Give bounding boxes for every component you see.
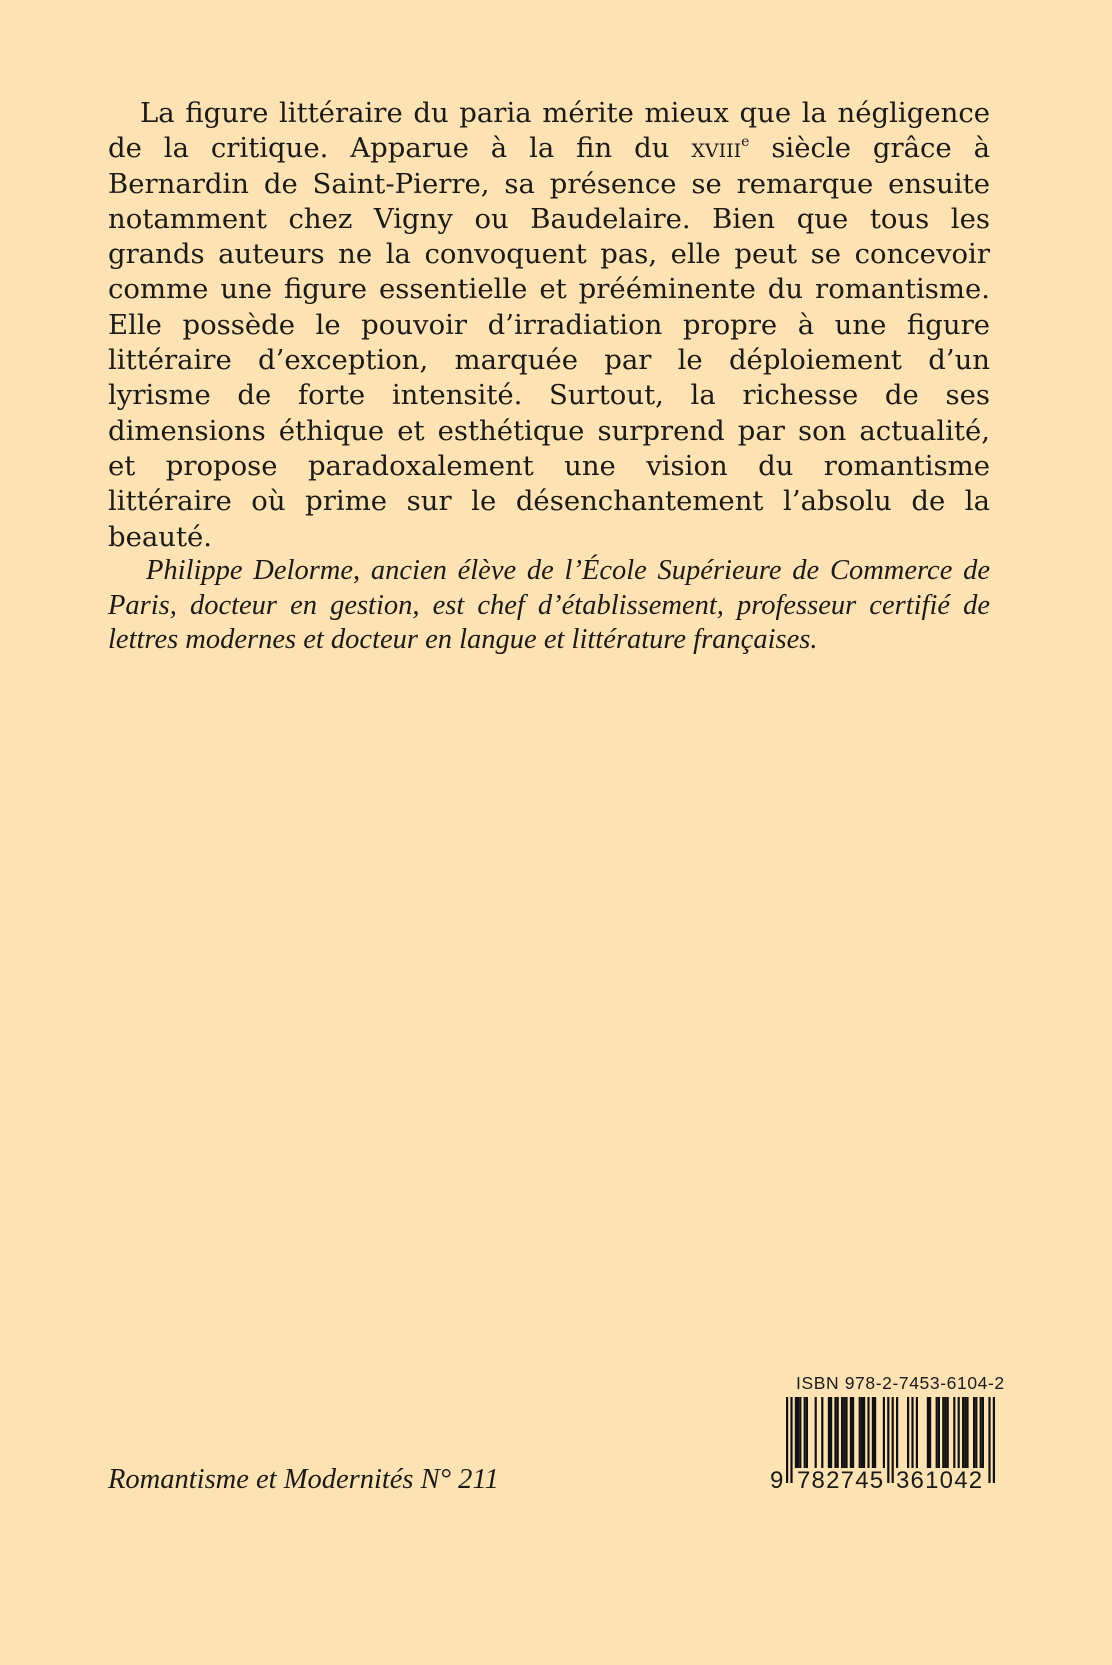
- barcode-bar: [947, 1397, 949, 1469]
- barcode-bar: [837, 1397, 839, 1469]
- barcode-bar: [786, 1397, 788, 1483]
- barcode-bar: [859, 1397, 861, 1469]
- barcode-bar: [964, 1397, 966, 1469]
- barcode-bar: [887, 1397, 889, 1483]
- barcode-bar: [867, 1397, 869, 1469]
- barcode-bar: [843, 1397, 845, 1469]
- barcode-bar: [874, 1397, 876, 1469]
- barcode-digit-lead: 9: [770, 1467, 784, 1494]
- barcode-bar: [850, 1397, 852, 1469]
- barcode-bar: [953, 1397, 955, 1469]
- barcode-bar: [993, 1397, 995, 1483]
- blurb-text-start: La figure littéraire du paria mérite mieux que la négligence de la critique. Apparue à la fin du: [108, 97, 990, 165]
- series-title: Romantisme et Modernités N° 211: [108, 1464, 499, 1495]
- barcode-bar: [883, 1397, 885, 1469]
- back-cover-blurb: [108, 96, 990, 555]
- barcode-bar: [958, 1397, 960, 1469]
- barcode-bar: [907, 1397, 909, 1469]
- barcode-bar: [834, 1397, 836, 1469]
- barcode-bar: [861, 1397, 863, 1469]
- barcode-bar: [799, 1397, 801, 1469]
- century-numeral: xviii: [691, 132, 742, 165]
- barcode-bar: [806, 1397, 808, 1469]
- barcode-bar: [944, 1397, 946, 1469]
- barcode-bar: [973, 1397, 975, 1469]
- barcode-bar: [845, 1397, 847, 1469]
- barcode-bar: [975, 1397, 977, 1469]
- barcode-bar: [980, 1397, 982, 1469]
- barcode-bar: [929, 1397, 931, 1469]
- barcode-bar: [988, 1397, 990, 1483]
- author-bio: Philippe Delorme, ancien élève de l’École Supérieure de Commerce de Paris, docteur en gestion, est chef d’établissement, professeur certifié de lettres modernes et docteur en langue et littérature françaises.: [108, 555, 990, 655]
- isbn-barcode-block: [770, 1373, 1010, 1497]
- blurb-text-end: siècle grâce à Bernardin de Saint-Pierre, sa présence se remarque ensuite notamment chez Vigny ou Baudelaire. Bien que tous les grands auteurs ne la convoquent pas, elle peut se concevoir comme une figure essentielle et prééminente du romantisme. Elle possède le pouvoir d’irradiation propre à une figure littéraire d’exception, marquée par le déploiement d’un lyrisme de forte intensité. Surtout, la richesse de ses dimensions éthique et esthétique surprend par son actualité, et propose paradoxalement une vision du romantisme littéraire où prime sur le désenchantement l’absolu de la beauté.: [108, 132, 990, 553]
- barcode-bar: [911, 1397, 913, 1469]
- barcode-bar: [804, 1397, 806, 1469]
- barcode-bar: [966, 1397, 968, 1469]
- barcode-bar: [797, 1397, 799, 1469]
- barcode-bar: [841, 1397, 843, 1469]
- barcode-bar: [942, 1397, 944, 1469]
- barcode-bar: [830, 1397, 832, 1469]
- barcode-digits-left: 782745: [797, 1467, 885, 1494]
- barcode-bar: [852, 1397, 854, 1469]
- barcode-bar: [896, 1397, 898, 1469]
- barcode-bar: [982, 1397, 984, 1469]
- barcode-bar: [821, 1397, 823, 1469]
- barcode-bar: [863, 1397, 865, 1469]
- barcode-bar: [795, 1397, 797, 1469]
- barcode-bar: [927, 1397, 929, 1469]
- barcode-bar: [916, 1397, 918, 1469]
- barcode-bar: [815, 1397, 817, 1469]
- barcode-digits-right: 361042: [896, 1467, 984, 1494]
- barcode-bar: [938, 1397, 940, 1469]
- isbn-label: ISBN 978-2-7453-6104-2: [796, 1373, 1005, 1393]
- barcode-bar: [828, 1397, 830, 1469]
- century-superscript: e: [741, 134, 750, 151]
- barcode-bar: [790, 1397, 792, 1483]
- barcode-bar: [872, 1397, 874, 1469]
- barcode-bar: [962, 1397, 964, 1469]
- barcode-bar: [936, 1397, 938, 1469]
